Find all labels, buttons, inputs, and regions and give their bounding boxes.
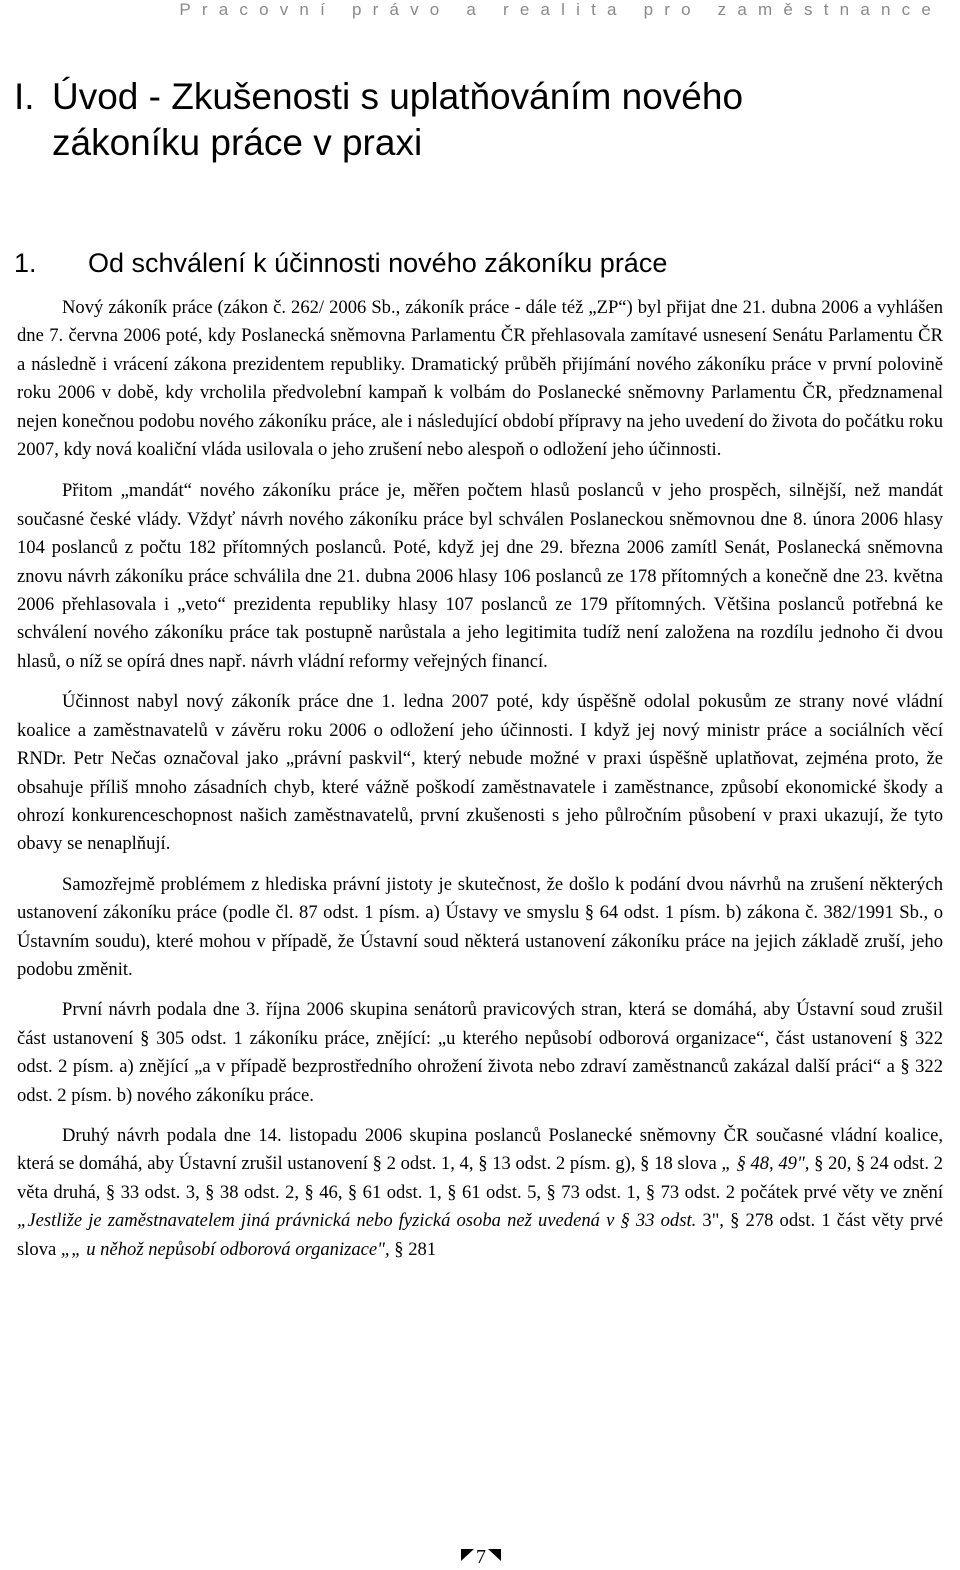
running-header: Pracovní právo a realita pro zaměstnance [179, 0, 942, 19]
section-number: 1. [14, 248, 37, 278]
page-number-value: 7 [476, 1545, 486, 1568]
paragraph: Přitom „mandát“ nového zákoníku práce je, měřen počtem hlasů poslanců v jeho prospěch, silnější, než mandát současné české vlády. Vždyť návrh nového zákoníku práce byl schválen Poslaneckou sněmovnou dne 8. února 2006 hlasy 104 poslanců z počtu 182 přítomných poslanců. Poté, když jej dne 29. března 2006 zamítl Senát, Poslanecká sněmovna znovu návrh zákoníku práce schválila dne 21. dubna 2006 hlasy 106 poslanců ze 178 přítomných a konečně dne 23. května 2006 přehlasovala i „veto“ prezidenta republiky hlasy 107 poslanců ze 179 přítomných. Většina poslanců potřebná ke schválení nového zákoníku práce tak postupně narůstala a jeho legitimita tudíž není založena na rozdílu jednoho či dvou hlasů, o níž se opírá dnes např. návrh vládní reformy veřejných financí. [17, 480, 943, 672]
paragraph [17, 1122, 943, 1264]
section-title-text: Od schválení k účinnosti nového zákoníku práce [88, 248, 668, 278]
paragraph-text: , § 20, § 24 odst. 2 věta druhá, § 33 odst. 3, § 38 odst. 2, § 46, § 61 odst. 1, § 61 odst. 5, § 73 odst. 1, § 73 odst. 2 počátek prvé věty ve znění [17, 1153, 943, 1203]
paragraph: Nový zákoník práce (zákon č. 262/ 2006 Sb., zákoník práce - dále též „ZP“) byl přijat dne 21. dubna 2006 a vyhlášen dne 7. června 2006 poté, kdy Poslanecká sněmovna Parlamentu ČR přehlasovala zamítavé usnesení Senátu Parlamentu ČR a následně i vrácení zákona prezidentem republiky. Dramatický průběh přijímání nového zákoníku práce v první polovině roku 2006 v době, kdy vrcholila předvolební kampaň k volbám do Poslanecké sněmovny Parlamentu ČR, předznamenal nejen konečnou podobu nového zákoníku práce, ale i následující období přípravy na jeho uvedení do života do počátku roku 2007, kdy nová koaliční vláda usilovala o jeho zrušení nebo alespoň o odložení jeho účinnosti. [17, 297, 943, 461]
paragraph: Účinnost nabyl nový zákoník práce dne 1. ledna 2007 poté, kdy úspěšně odolal pokusům ze strany nové vládní koalice a zaměstnavatelů v závěru roku 2006 o odložení jeho účinnosti. I když jej nový ministr práce a sociálních věcí RNDr. Petr Nečas označoval jako „právní paskvil“, který nebude možné v praxi úspěšně uplatňovat, zejména proto, že obsahuje příliš mnoho zásadních chyb, které vážně poškodí zaměstnavatele i zaměstnance, způsobí ekonomické škody a ohrozí konkurenceschopnost našich zaměstnavatelů, první zkušenosti s jeho půlročním působení v praxi ukazují, že tyto obavy se nenaplňují. [17, 691, 943, 855]
chapter-title [14, 74, 914, 166]
paragraph: První návrh podala dne 3. října 2006 skupina senátorů pravicových stran, která se domáhá, aby Ústavní soud zrušil část ustanovení § 305 odst. 1 zákoníku práce, znějící: „u kterého nepůsobí odborová organizace“, část ustanovení § 322 odst. 2 písm. a) znějící „a v případě bezprostředního ohrožení života nebo zdraví zaměstnanců zakázal další práci“ a § 322 odst. 2 písm. b) nového zákoníku práce. [17, 999, 943, 1106]
italic-quote: „Jestliže je zaměstnavatelem jiná právnická nebo fyzická osoba než uvedená v § 33 odst. [17, 1210, 697, 1232]
page-number-right-triangle-icon [488, 1549, 501, 1561]
italic-quote: „„ u něhož nepůsobí odborová organizace", [60, 1238, 390, 1260]
paragraph-text: 3", § 278 odst. 1 část věty prvé slova [17, 1210, 943, 1260]
paragraph-text: § 281 [389, 1238, 437, 1260]
chapter-title-line2: zákoníku práce v praxi [52, 122, 423, 163]
paragraph-text: Druhý návrh podala dne 14. listopadu 2006 skupina poslanců Poslanecké sněmovny ČR současné vládní koalice, která se domáhá, aby Ústavní zrušil ustanovení § 2 odst. 1, 4, § 13 odst. 2 písm. g), § 18 slova [17, 1124, 943, 1175]
paragraph: Samozřejmě problémem z hlediska právní jistoty je skutečnost, že došlo k podání dvou návrhů na zrušení některých ustanovení zákoníku práce (podle čl. 87 odst. 1 písm. a) Ústavy ve smyslu § 64 odst. 1 písm. b) zákona č. 382/1991 Sb., o Ústavním soudu), které mohou v případě, že Ústavní soud některá ustanovení zákoníku práce na jejich základě zruší, jeho podobu změnit. [17, 873, 943, 980]
section-title [14, 246, 667, 280]
page-number [453, 1542, 509, 1568]
chapter-number: I. [14, 76, 35, 117]
body-text [17, 294, 943, 1276]
chapter-title-line1: Úvod - Zkušenosti s uplatňováním nového [52, 76, 744, 117]
page-number-left-triangle-icon [461, 1549, 474, 1561]
italic-quote: „ § 48, 49" [721, 1153, 805, 1175]
